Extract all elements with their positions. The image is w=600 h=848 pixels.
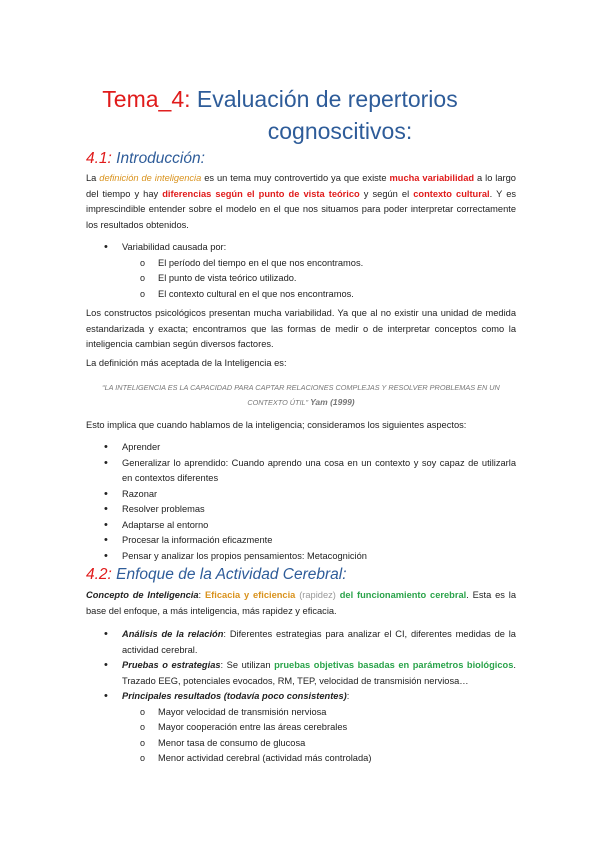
list-item [86,627,516,658]
text-run: . Trazado EEG, potenciales evocados, RM, TEP, velocidad de transmisión nerviosa… [122,660,516,686]
definition-intro: La definición más aceptada de la Inteligencia es: [86,358,287,368]
text-run: (rapidez) [295,590,336,600]
text-run: : Diferentes estrategias para analizar el CI, diferentes medidas de la actividad cerebral. [122,629,516,655]
text-run: contexto cultural [413,188,490,199]
quote-author: Yam (1999) [310,397,355,407]
list-item: • Pensar y analizar los propios pensamientos: Metacognición [86,549,516,565]
definition-quote [86,381,516,410]
approach-list [86,627,516,767]
text-run: : [346,691,350,701]
variability-sublist [122,256,516,303]
list-item: o Mayor velocidad de transmisión nerviosa [122,705,516,721]
text-run: del funcionamiento cerebral [335,590,467,600]
list-item: • Razonar [86,487,516,503]
list-item: o Menor tasa de consumo de glucosa [122,736,516,752]
title-text: Evaluación de repertorios [196,86,458,112]
text-run: : [198,590,205,600]
results-label [122,691,349,701]
constructs-paragraph: Los constructos psicológicos presentan mucha variabilidad. Ya que al no existir una unidad de medida estandarizada y exacta; encontramos que las formas de medir o de interpretar conceptos como la inteligencia cambian según diversos factores. [86,308,516,349]
list-item [86,658,516,689]
list-item [86,689,516,767]
section-title: Introducción: [116,150,205,167]
aspects-list [86,440,516,564]
document-title-line1 [0,86,580,113]
list-item: o Menor actividad cerebral (actividad más controlada) [122,751,516,767]
text-run: diferencias según el punto de vista teórico [162,188,360,199]
text-run: Concepto de Inteligencia [86,590,199,600]
text-run: La [86,173,100,183]
text-run: Eficacia y eficiencia [204,590,296,600]
list-item [86,240,516,302]
concept-paragraph [86,588,516,619]
text-run: a lo largo del tiempo y hay [86,173,516,199]
text-run: y según el [359,188,414,199]
list-item: o El contexto cultural en el que nos encontramos. [122,287,516,303]
text-run: es un tema muy controvertido ya que existe [201,173,390,183]
text-run: Principales resultados (todavía poco consistentes) [122,691,347,701]
section-number: 4.1: [86,150,112,167]
text-run: Pruebas o estrategias [122,660,221,670]
document-title-line2: cognoscitivos: [267,118,413,144]
list-item: • Aprender [86,440,516,456]
text-run: . Esta es la base del enfoque, a más inteligencia, más rapidez y eficacia. [86,590,516,616]
title-prefix: Tema_4: [102,86,191,112]
variability-list [86,240,516,302]
section-title: Enfoque de la Actividad Cerebral: [116,566,347,583]
text-run: pruebas objetivas basadas en parámetros biológicos [274,660,514,670]
text-run: : Se utilizan [220,660,275,670]
list-item: • Generalizar lo aprendido: Cuando aprendo una cosa en un contexto y soy capaz de utilizarla en contextos diferentes [86,456,516,487]
text-run: definición de inteligencia [99,173,202,183]
intro-paragraph [86,171,516,233]
list-item: o El punto de vista teórico utilizado. [122,271,516,287]
text-run: mucha variabilidad [389,173,475,183]
section-heading-4-1 [86,150,205,168]
aspects-intro: Esto implica que cuando hablamos de la inteligencia; consideramos los siguientes aspectos: [86,420,467,430]
section-number: 4.2: [86,566,112,583]
quote-text: “LA INTELIGENCIA ES LA CAPACIDAD PARA CAPTAR RELACIONES COMPLEJAS Y RESOLVER PROBLEMAS EN UN CONTEXTO ÚTIL” [102,383,500,407]
text-run: Análisis de la relación [122,629,224,639]
variability-label: Variabilidad causada por: [122,242,227,252]
list-item: o Mayor cooperación entre las áreas cerebrales [122,720,516,736]
list-item: • Resolver problemas [86,502,516,518]
section-heading-4-2 [86,566,347,584]
list-item: o El período del tiempo en el que nos encontramos. [122,256,516,272]
results-sublist [122,705,516,767]
list-item: • Adaptarse al entorno [86,518,516,534]
text-run: . Y es imprescindible entender sobre el modelo en el que nos situamos para poder interpretar correctamente los resultados obtenidos. [86,188,517,230]
list-item: • Procesar la información eficazmente [86,533,516,549]
